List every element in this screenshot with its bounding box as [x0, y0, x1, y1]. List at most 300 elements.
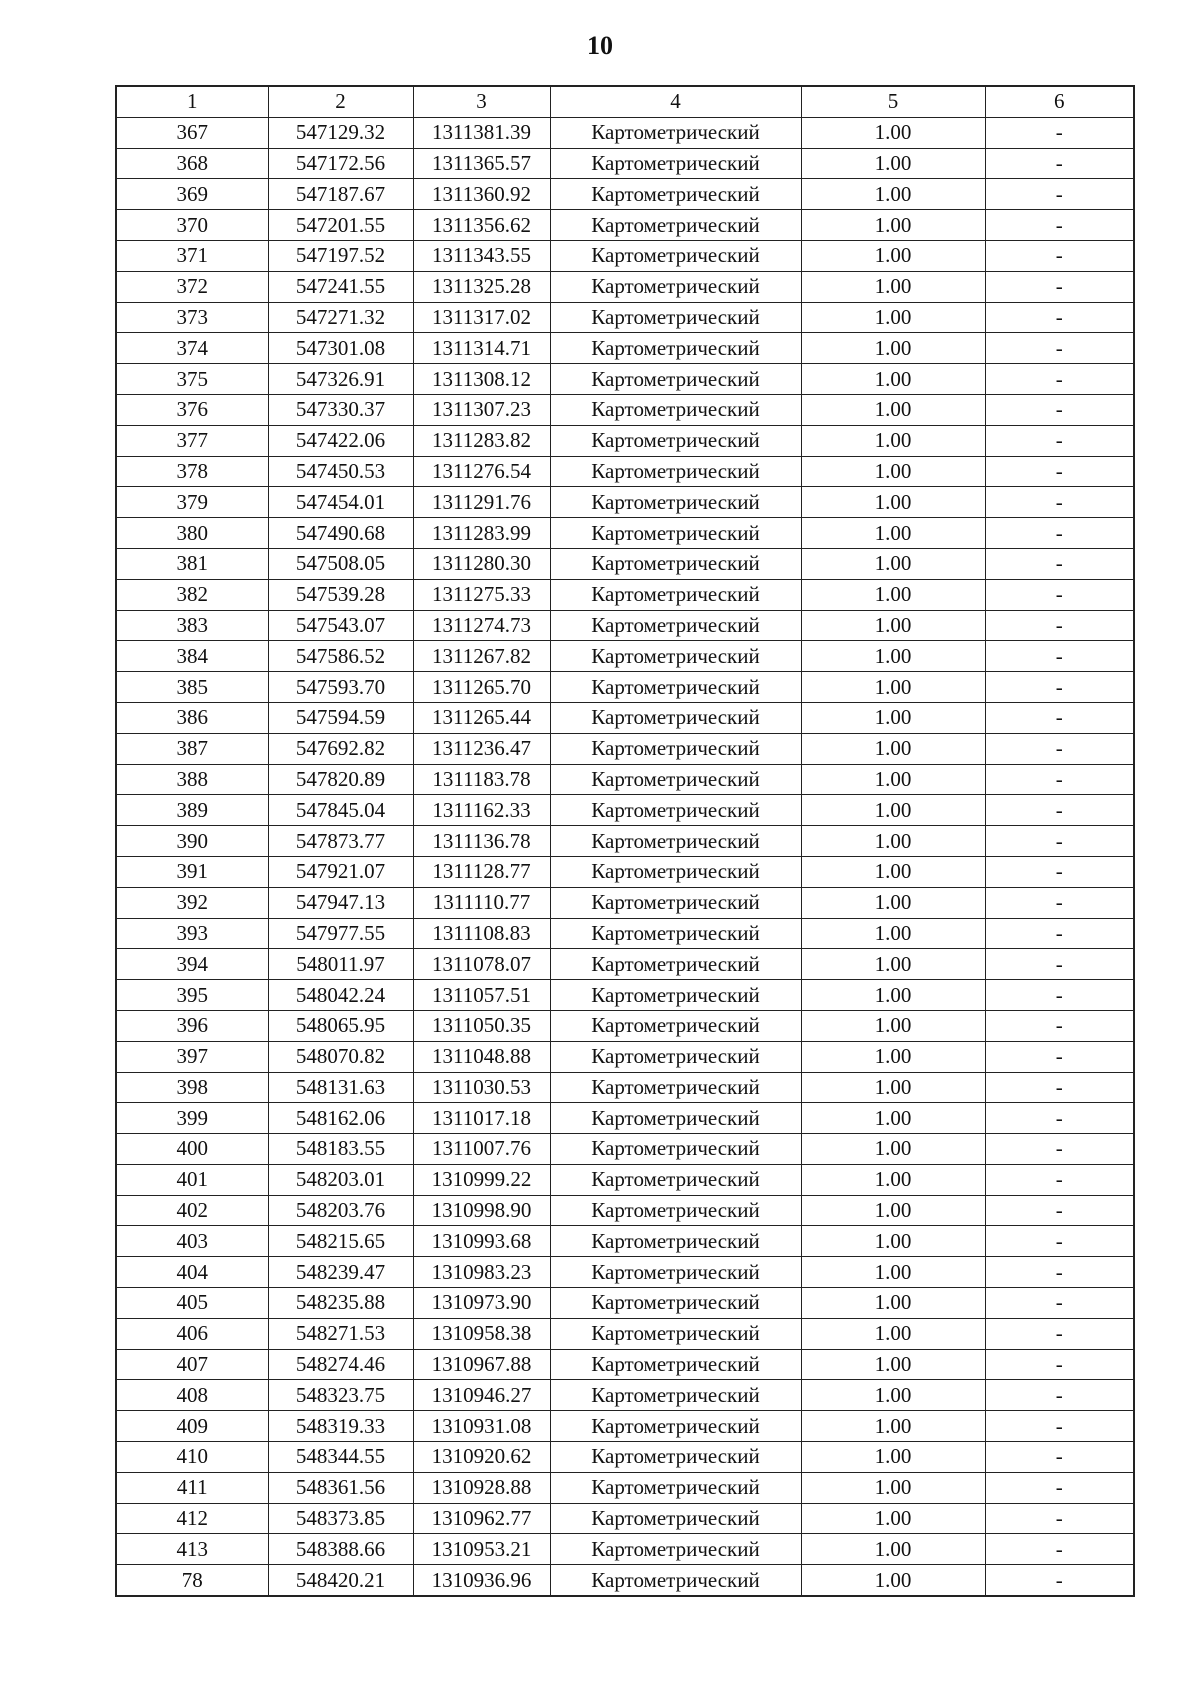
description-cell: -	[985, 1349, 1134, 1380]
accuracy-cell: 1.00	[801, 949, 985, 980]
table-row	[116, 1288, 1134, 1319]
description-cell: -	[985, 425, 1134, 456]
method-cell: Картометрический	[550, 856, 801, 887]
point-number-cell: 383	[116, 610, 268, 641]
point-number-cell: 409	[116, 1411, 268, 1442]
method-cell: Картометрический	[550, 1072, 801, 1103]
table-row	[116, 210, 1134, 241]
method-cell: Картометрический	[550, 1041, 801, 1072]
x-coordinate-cell: 547326.91	[268, 364, 413, 395]
method-cell: Картометрический	[550, 702, 801, 733]
accuracy-cell: 1.00	[801, 487, 985, 518]
point-number-cell: 408	[116, 1380, 268, 1411]
method-cell: Картометрический	[550, 210, 801, 241]
description-cell: -	[985, 856, 1134, 887]
column-header: 1	[116, 86, 268, 117]
y-coordinate-cell: 1311136.78	[413, 826, 550, 857]
x-coordinate-cell: 548274.46	[268, 1349, 413, 1380]
x-coordinate-cell: 548388.66	[268, 1534, 413, 1565]
method-cell: Картометрический	[550, 1380, 801, 1411]
accuracy-cell: 1.00	[801, 980, 985, 1011]
method-cell: Картометрический	[550, 548, 801, 579]
point-number-cell: 406	[116, 1318, 268, 1349]
description-cell: -	[985, 918, 1134, 949]
table-row	[116, 1472, 1134, 1503]
point-number-cell: 367	[116, 117, 268, 148]
description-cell: -	[985, 117, 1134, 148]
method-cell: Картометрический	[550, 1411, 801, 1442]
y-coordinate-cell: 1311017.18	[413, 1103, 550, 1134]
description-cell: -	[985, 240, 1134, 271]
method-cell: Картометрический	[550, 641, 801, 672]
accuracy-cell: 1.00	[801, 1226, 985, 1257]
y-coordinate-cell: 1311128.77	[413, 856, 550, 887]
description-cell: -	[985, 1226, 1134, 1257]
description-cell: -	[985, 672, 1134, 703]
description-cell: -	[985, 1380, 1134, 1411]
x-coordinate-cell: 548420.21	[268, 1565, 413, 1596]
accuracy-cell: 1.00	[801, 179, 985, 210]
y-coordinate-cell: 1311276.54	[413, 456, 550, 487]
table-row	[116, 949, 1134, 980]
description-cell: -	[985, 364, 1134, 395]
y-coordinate-cell: 1310953.21	[413, 1534, 550, 1565]
method-cell: Картометрический	[550, 1195, 801, 1226]
description-cell: -	[985, 1072, 1134, 1103]
method-cell: Картометрический	[550, 364, 801, 395]
y-coordinate-cell: 1311343.55	[413, 240, 550, 271]
table-row	[116, 1503, 1134, 1534]
accuracy-cell: 1.00	[801, 641, 985, 672]
method-cell: Картометрический	[550, 980, 801, 1011]
table-row	[116, 1565, 1134, 1596]
x-coordinate-cell: 547921.07	[268, 856, 413, 887]
accuracy-cell: 1.00	[801, 610, 985, 641]
x-coordinate-cell: 547330.37	[268, 394, 413, 425]
x-coordinate-cell: 547947.13	[268, 887, 413, 918]
x-coordinate-cell: 548070.82	[268, 1041, 413, 1072]
table-row	[116, 641, 1134, 672]
table-row	[116, 1134, 1134, 1165]
point-number-cell: 375	[116, 364, 268, 395]
y-coordinate-cell: 1311007.76	[413, 1134, 550, 1165]
table-row	[116, 240, 1134, 271]
y-coordinate-cell: 1310958.38	[413, 1318, 550, 1349]
method-cell: Картометрический	[550, 1010, 801, 1041]
accuracy-cell: 1.00	[801, 518, 985, 549]
point-number-cell: 400	[116, 1134, 268, 1165]
method-cell: Картометрический	[550, 425, 801, 456]
y-coordinate-cell: 1310931.08	[413, 1411, 550, 1442]
column-header: 6	[985, 86, 1134, 117]
y-coordinate-cell: 1310973.90	[413, 1288, 550, 1319]
table-row	[116, 1103, 1134, 1134]
table-row	[116, 1411, 1134, 1442]
table-row	[116, 856, 1134, 887]
x-coordinate-cell: 547539.28	[268, 579, 413, 610]
y-coordinate-cell: 1311274.73	[413, 610, 550, 641]
table-row	[116, 1010, 1134, 1041]
method-cell: Картометрический	[550, 1257, 801, 1288]
x-coordinate-cell: 547543.07	[268, 610, 413, 641]
point-number-cell: 380	[116, 518, 268, 549]
method-cell: Картометрический	[550, 1534, 801, 1565]
table-row	[116, 456, 1134, 487]
accuracy-cell: 1.00	[801, 887, 985, 918]
accuracy-cell: 1.00	[801, 364, 985, 395]
point-number-cell: 407	[116, 1349, 268, 1380]
x-coordinate-cell: 548162.06	[268, 1103, 413, 1134]
point-number-cell: 373	[116, 302, 268, 333]
accuracy-cell: 1.00	[801, 1257, 985, 1288]
y-coordinate-cell: 1311325.28	[413, 271, 550, 302]
header-row	[116, 86, 1134, 117]
accuracy-cell: 1.00	[801, 210, 985, 241]
method-cell: Картометрический	[550, 394, 801, 425]
accuracy-cell: 1.00	[801, 672, 985, 703]
x-coordinate-cell: 547187.67	[268, 179, 413, 210]
y-coordinate-cell: 1311183.78	[413, 764, 550, 795]
point-number-cell: 396	[116, 1010, 268, 1041]
accuracy-cell: 1.00	[801, 548, 985, 579]
table-row	[116, 394, 1134, 425]
description-cell: -	[985, 1411, 1134, 1442]
x-coordinate-cell: 548131.63	[268, 1072, 413, 1103]
y-coordinate-cell: 1311108.83	[413, 918, 550, 949]
method-cell: Картометрический	[550, 764, 801, 795]
accuracy-cell: 1.00	[801, 1041, 985, 1072]
description-cell: -	[985, 518, 1134, 549]
point-number-cell: 411	[116, 1472, 268, 1503]
accuracy-cell: 1.00	[801, 333, 985, 364]
point-number-cell: 399	[116, 1103, 268, 1134]
point-number-cell: 402	[116, 1195, 268, 1226]
x-coordinate-cell: 548271.53	[268, 1318, 413, 1349]
table-row	[116, 1534, 1134, 1565]
y-coordinate-cell: 1310993.68	[413, 1226, 550, 1257]
accuracy-cell: 1.00	[801, 856, 985, 887]
y-coordinate-cell: 1311030.53	[413, 1072, 550, 1103]
x-coordinate-cell: 547490.68	[268, 518, 413, 549]
y-coordinate-cell: 1310998.90	[413, 1195, 550, 1226]
x-coordinate-cell: 547201.55	[268, 210, 413, 241]
method-cell: Картометрический	[550, 1349, 801, 1380]
column-header: 5	[801, 86, 985, 117]
page-number: 10	[587, 31, 613, 60]
point-number-cell: 378	[116, 456, 268, 487]
y-coordinate-cell: 1311365.57	[413, 148, 550, 179]
table-row	[116, 179, 1134, 210]
point-number-cell: 404	[116, 1257, 268, 1288]
description-cell: -	[985, 641, 1134, 672]
y-coordinate-cell: 1311314.71	[413, 333, 550, 364]
y-coordinate-cell: 1311236.47	[413, 733, 550, 764]
y-coordinate-cell: 1311283.82	[413, 425, 550, 456]
point-number-cell: 403	[116, 1226, 268, 1257]
x-coordinate-cell: 548203.01	[268, 1164, 413, 1195]
table-row	[116, 302, 1134, 333]
accuracy-cell: 1.00	[801, 1349, 985, 1380]
y-coordinate-cell: 1311308.12	[413, 364, 550, 395]
x-coordinate-cell: 547845.04	[268, 795, 413, 826]
accuracy-cell: 1.00	[801, 1288, 985, 1319]
y-coordinate-cell: 1311356.62	[413, 210, 550, 241]
method-cell: Картометрический	[550, 1503, 801, 1534]
description-cell: -	[985, 1503, 1134, 1534]
method-cell: Картометрический	[550, 117, 801, 148]
description-cell: -	[985, 949, 1134, 980]
point-number-cell: 412	[116, 1503, 268, 1534]
y-coordinate-cell: 1311307.23	[413, 394, 550, 425]
accuracy-cell: 1.00	[801, 1134, 985, 1165]
description-cell: -	[985, 610, 1134, 641]
method-cell: Картометрический	[550, 610, 801, 641]
table-row	[116, 1072, 1134, 1103]
point-number-cell: 391	[116, 856, 268, 887]
y-coordinate-cell: 1311283.99	[413, 518, 550, 549]
description-cell: -	[985, 1534, 1134, 1565]
description-cell: -	[985, 179, 1134, 210]
description-cell: -	[985, 826, 1134, 857]
accuracy-cell: 1.00	[801, 456, 985, 487]
point-number-cell: 372	[116, 271, 268, 302]
accuracy-cell: 1.00	[801, 1503, 985, 1534]
accuracy-cell: 1.00	[801, 1318, 985, 1349]
description-cell: -	[985, 887, 1134, 918]
x-coordinate-cell: 547129.32	[268, 117, 413, 148]
accuracy-cell: 1.00	[801, 148, 985, 179]
method-cell: Картометрический	[550, 1226, 801, 1257]
method-cell: Картометрический	[550, 826, 801, 857]
table-body	[116, 117, 1134, 1596]
method-cell: Картометрический	[550, 1565, 801, 1596]
table-row	[116, 1164, 1134, 1195]
table-row	[116, 1380, 1134, 1411]
point-number-cell: 397	[116, 1041, 268, 1072]
method-cell: Картометрический	[550, 148, 801, 179]
accuracy-cell: 1.00	[801, 302, 985, 333]
table-header	[116, 86, 1134, 117]
y-coordinate-cell: 1311267.82	[413, 641, 550, 672]
x-coordinate-cell: 548239.47	[268, 1257, 413, 1288]
description-cell: -	[985, 394, 1134, 425]
description-cell: -	[985, 1318, 1134, 1349]
description-cell: -	[985, 1257, 1134, 1288]
description-cell: -	[985, 548, 1134, 579]
column-header: 4	[550, 86, 801, 117]
point-number-cell: 393	[116, 918, 268, 949]
description-cell: -	[985, 1565, 1134, 1596]
x-coordinate-cell: 547820.89	[268, 764, 413, 795]
description-cell: -	[985, 1103, 1134, 1134]
accuracy-cell: 1.00	[801, 702, 985, 733]
coordinates-table	[115, 85, 1135, 1597]
y-coordinate-cell: 1311317.02	[413, 302, 550, 333]
point-number-cell: 371	[116, 240, 268, 271]
method-cell: Картометрический	[550, 579, 801, 610]
table-row	[116, 117, 1134, 148]
accuracy-cell: 1.00	[801, 1442, 985, 1473]
description-cell: -	[985, 1041, 1134, 1072]
point-number-cell: 387	[116, 733, 268, 764]
y-coordinate-cell: 1311275.33	[413, 579, 550, 610]
accuracy-cell: 1.00	[801, 271, 985, 302]
point-number-cell: 78	[116, 1565, 268, 1596]
y-coordinate-cell: 1310983.23	[413, 1257, 550, 1288]
y-coordinate-cell: 1311162.33	[413, 795, 550, 826]
point-number-cell: 390	[116, 826, 268, 857]
point-number-cell: 376	[116, 394, 268, 425]
x-coordinate-cell: 547450.53	[268, 456, 413, 487]
description-cell: -	[985, 733, 1134, 764]
method-cell: Картометрический	[550, 1164, 801, 1195]
x-coordinate-cell: 548011.97	[268, 949, 413, 980]
description-cell: -	[985, 1288, 1134, 1319]
accuracy-cell: 1.00	[801, 579, 985, 610]
description-cell: -	[985, 1134, 1134, 1165]
y-coordinate-cell: 1310946.27	[413, 1380, 550, 1411]
y-coordinate-cell: 1311280.30	[413, 548, 550, 579]
method-cell: Картометрический	[550, 887, 801, 918]
table-row	[116, 980, 1134, 1011]
table-row	[116, 271, 1134, 302]
method-cell: Картометрический	[550, 1442, 801, 1473]
accuracy-cell: 1.00	[801, 1534, 985, 1565]
accuracy-cell: 1.00	[801, 240, 985, 271]
table-row	[116, 1041, 1134, 1072]
description-cell: -	[985, 271, 1134, 302]
x-coordinate-cell: 548361.56	[268, 1472, 413, 1503]
accuracy-cell: 1.00	[801, 1164, 985, 1195]
x-coordinate-cell: 547301.08	[268, 333, 413, 364]
x-coordinate-cell: 547241.55	[268, 271, 413, 302]
x-coordinate-cell: 547977.55	[268, 918, 413, 949]
y-coordinate-cell: 1311050.35	[413, 1010, 550, 1041]
x-coordinate-cell: 548319.33	[268, 1411, 413, 1442]
table-row	[116, 1257, 1134, 1288]
table-row	[116, 425, 1134, 456]
method-cell: Картометрический	[550, 333, 801, 364]
accuracy-cell: 1.00	[801, 764, 985, 795]
table-row	[116, 148, 1134, 179]
point-number-cell: 388	[116, 764, 268, 795]
table-row	[116, 333, 1134, 364]
point-number-cell: 389	[116, 795, 268, 826]
y-coordinate-cell: 1311360.92	[413, 179, 550, 210]
y-coordinate-cell: 1311381.39	[413, 117, 550, 148]
x-coordinate-cell: 547593.70	[268, 672, 413, 703]
y-coordinate-cell: 1311291.76	[413, 487, 550, 518]
x-coordinate-cell: 547422.06	[268, 425, 413, 456]
method-cell: Картометрический	[550, 302, 801, 333]
table-row	[116, 918, 1134, 949]
table-row	[116, 764, 1134, 795]
accuracy-cell: 1.00	[801, 425, 985, 456]
point-number-cell: 379	[116, 487, 268, 518]
x-coordinate-cell: 547873.77	[268, 826, 413, 857]
description-cell: -	[985, 333, 1134, 364]
table-row	[116, 364, 1134, 395]
description-cell: -	[985, 579, 1134, 610]
description-cell: -	[985, 302, 1134, 333]
x-coordinate-cell: 547692.82	[268, 733, 413, 764]
accuracy-cell: 1.00	[801, 918, 985, 949]
y-coordinate-cell: 1310962.77	[413, 1503, 550, 1534]
accuracy-cell: 1.00	[801, 733, 985, 764]
table-row	[116, 518, 1134, 549]
method-cell: Картометрический	[550, 733, 801, 764]
point-number-cell: 368	[116, 148, 268, 179]
y-coordinate-cell: 1310967.88	[413, 1349, 550, 1380]
accuracy-cell: 1.00	[801, 1103, 985, 1134]
method-cell: Картометрический	[550, 179, 801, 210]
x-coordinate-cell: 547594.59	[268, 702, 413, 733]
x-coordinate-cell: 548183.55	[268, 1134, 413, 1165]
accuracy-cell: 1.00	[801, 1010, 985, 1041]
method-cell: Картометрический	[550, 1472, 801, 1503]
point-number-cell: 410	[116, 1442, 268, 1473]
point-number-cell: 385	[116, 672, 268, 703]
table-row	[116, 733, 1134, 764]
y-coordinate-cell: 1311265.70	[413, 672, 550, 703]
column-header: 3	[413, 86, 550, 117]
point-number-cell: 374	[116, 333, 268, 364]
accuracy-cell: 1.00	[801, 1411, 985, 1442]
point-number-cell: 395	[116, 980, 268, 1011]
x-coordinate-cell: 547454.01	[268, 487, 413, 518]
point-number-cell: 398	[116, 1072, 268, 1103]
table-row	[116, 579, 1134, 610]
description-cell: -	[985, 980, 1134, 1011]
description-cell: -	[985, 487, 1134, 518]
accuracy-cell: 1.00	[801, 1565, 985, 1596]
description-cell: -	[985, 1010, 1134, 1041]
point-number-cell: 405	[116, 1288, 268, 1319]
y-coordinate-cell: 1311110.77	[413, 887, 550, 918]
point-number-cell: 413	[116, 1534, 268, 1565]
y-coordinate-cell: 1311265.44	[413, 702, 550, 733]
method-cell: Картометрический	[550, 1134, 801, 1165]
x-coordinate-cell: 548344.55	[268, 1442, 413, 1473]
point-number-cell: 386	[116, 702, 268, 733]
x-coordinate-cell: 547271.32	[268, 302, 413, 333]
x-coordinate-cell: 548065.95	[268, 1010, 413, 1041]
table-row	[116, 1195, 1134, 1226]
table-row	[116, 672, 1134, 703]
point-number-cell: 377	[116, 425, 268, 456]
table-row	[116, 1349, 1134, 1380]
table-row	[116, 795, 1134, 826]
point-number-cell: 401	[116, 1164, 268, 1195]
description-cell: -	[985, 148, 1134, 179]
y-coordinate-cell: 1310920.62	[413, 1442, 550, 1473]
x-coordinate-cell: 548215.65	[268, 1226, 413, 1257]
y-coordinate-cell: 1310999.22	[413, 1164, 550, 1195]
x-coordinate-cell: 548235.88	[268, 1288, 413, 1319]
x-coordinate-cell: 548042.24	[268, 980, 413, 1011]
method-cell: Картометрический	[550, 487, 801, 518]
point-number-cell: 394	[116, 949, 268, 980]
table-row	[116, 702, 1134, 733]
point-number-cell: 369	[116, 179, 268, 210]
y-coordinate-cell: 1310928.88	[413, 1472, 550, 1503]
method-cell: Картометрический	[550, 949, 801, 980]
method-cell: Картометрический	[550, 672, 801, 703]
table-row	[116, 1226, 1134, 1257]
accuracy-cell: 1.00	[801, 394, 985, 425]
x-coordinate-cell: 548323.75	[268, 1380, 413, 1411]
description-cell: -	[985, 1442, 1134, 1473]
